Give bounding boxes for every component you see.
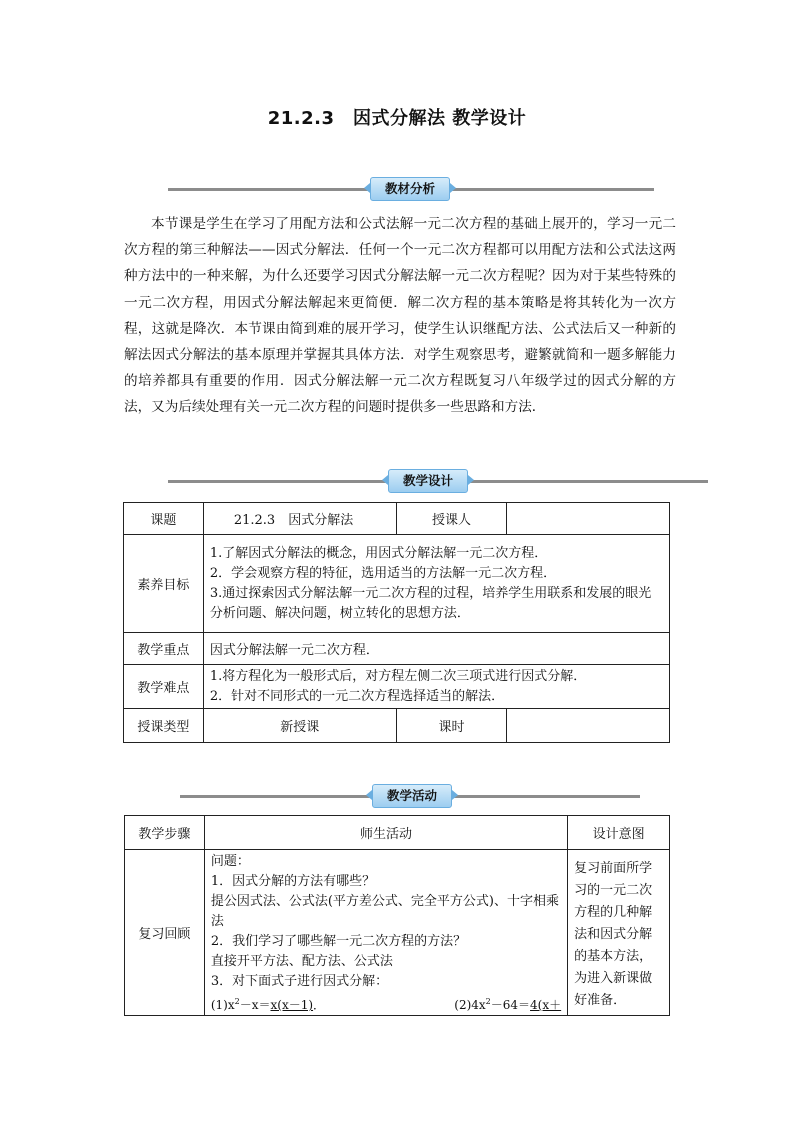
hours-value — [507, 709, 670, 743]
design-table — [123, 502, 670, 743]
topic-label: 课题 — [124, 503, 204, 535]
activity-line: 提公因式法、公式法(平方差公式、完全平方公式)、十字相乘法 — [210, 894, 560, 929]
teacher-value — [507, 503, 670, 535]
page-title: 21.2.3 因式分解法 教学设计 — [267, 108, 527, 129]
step-review: 复习回顾 — [125, 850, 205, 1016]
difficulty-item: 1.将方程化为一般形式后，对方程左侧二次三项式进行因式分解． — [209, 668, 587, 684]
hours-label: 课时 — [396, 709, 507, 743]
focus-value: 因式分解法解一元二次方程． — [203, 633, 669, 665]
header-intent: 设计意图 — [568, 816, 670, 850]
goal-item: 2．学会观察方程的特征，选用适当的方法解一元二次方程． — [209, 565, 557, 581]
difficulty-item: 2．针对不同形式的一元二次方程选择适当的解法． — [209, 688, 505, 704]
activity-cell — [204, 850, 567, 1016]
difficulty-label: 教学难点 — [124, 665, 204, 709]
focus-label: 教学重点 — [124, 633, 204, 665]
teacher-label: 授课人 — [396, 503, 507, 535]
intro-paragraph: 本节课是学生在学习了用配方法和公式法解一元二次方程的基础上展开的，学习一元二次方程的第三种解法——因式分解法．任何一个一元二次方程都可以用配方法和公式法这两种方法中的一种来解，为什么还要学习因式分解法解一元二次方程呢？因为对于某些特殊的一元二次方程，用因式分解法解起来更简便．解二次方程的基本策略是将其转化为一次方程，这就是降次．本节课由简到难的展开学习，使学生认识继配方法、公式法后又一种新的解法因式分解法的基本原理并掌握其具体方法．对学生观察思考，避繁就简和一题多解能力的培养都具有重要的作用．因式分解法解一元二次方程既复习八年级学过的因式分解的方法，又为后续处理有关一元二次方程的问题时提供多一些思路和方法． — [124, 216, 676, 416]
section-badge-analysis: 教材分析 — [370, 177, 450, 201]
equation-1-answer: x(x－1) — [270, 998, 314, 1012]
header-activity: 师生活动 — [204, 816, 567, 850]
equation-2: $(2)4x^2-64=4(x+$ — [454, 997, 562, 1012]
type-value: 新授课 — [203, 709, 396, 743]
goals-cell — [203, 535, 669, 633]
equation-row — [211, 992, 561, 1015]
goal-item: 3.通过探索因式分解法解一元二次方程的过程，培养学生用联系和发展的眼光分析问题、解决问题，树立转化的思想方法． — [209, 585, 652, 621]
header-step: 教学步骤 — [125, 816, 205, 850]
section-badge-activity: 教学活动 — [372, 784, 452, 808]
goal-item: 1.了解因式分解法的概念，用因式分解法解一元二次方程． — [209, 545, 548, 561]
intent-cell: 复习前面所学习的一元二次方程的几种解法和因式分解的基本方法，为进入新课做好准备． — [568, 850, 670, 1016]
goals-label: 素养目标 — [124, 535, 204, 633]
activity-table — [124, 815, 670, 1016]
section-badge-design: 教学设计 — [388, 469, 468, 493]
equation-2-answer: 4(x＋ — [530, 998, 562, 1012]
topic-value: 21.2.3 因式分解法 — [203, 503, 396, 535]
activity-line: 1．因式分解的方法有哪些？ — [210, 874, 376, 889]
equation-1: $(1)x^2-x=x(x-1)$． — [210, 997, 326, 1012]
activity-line: 问题： — [210, 854, 250, 869]
activity-line: 直接开平方法、配方法、公式法 — [210, 954, 393, 969]
difficulty-cell — [203, 665, 669, 709]
activity-line: 2．我们学习了哪些解一元二次方程的方法？ — [210, 934, 467, 949]
activity-line: 3．对下面式子进行因式分解： — [210, 974, 389, 989]
type-label: 授课类型 — [124, 709, 204, 743]
